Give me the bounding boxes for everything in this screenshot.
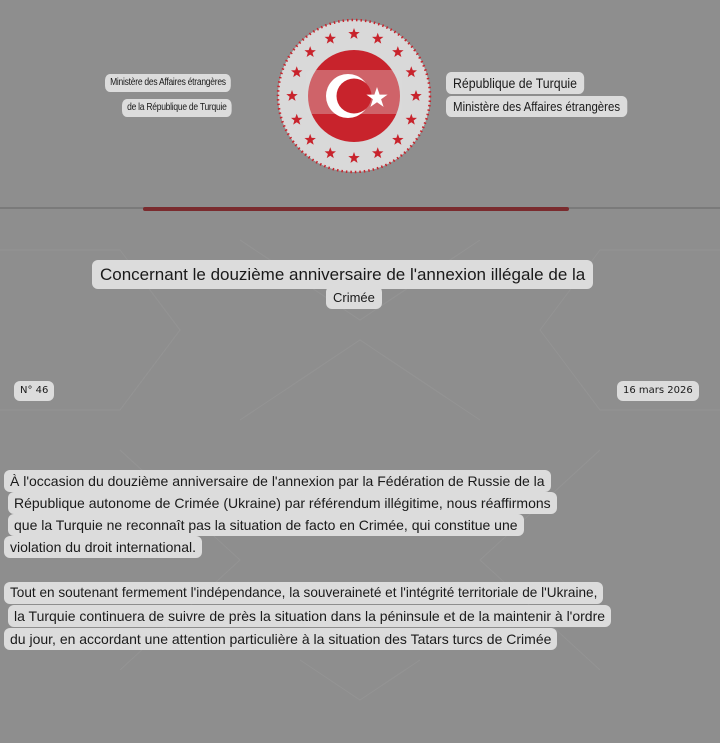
paragraph1-line: que la Turquie ne reconnaît pas la situation de facto en Crimée, qui constitue une <box>8 514 524 536</box>
turkish-mfa-emblem-icon <box>276 18 432 174</box>
document-date: 16 mars 2026 <box>617 381 699 401</box>
paragraph2-line: du jour, en accordant une attention particulière à la situation des Tatars turcs de Crimée <box>4 628 557 650</box>
paragraph1-line: République autonome de Crimée (Ukraine) par référendum illégitime, nous réaffirmons <box>8 492 557 514</box>
header-right-line1: République de Turquie <box>446 72 584 94</box>
paragraph2-line: Tout en soutenant fermement l'indépendance, la souveraineté et l'intégrité territoriale de l'Ukraine, <box>4 582 603 604</box>
paragraph1-line: violation du droit international. <box>4 536 202 558</box>
reference-number: N° 46 <box>14 381 54 401</box>
header-left-line1: Ministère des Affaires étrangères <box>105 74 231 92</box>
paragraph1-line: À l'occasion du douzième anniversaire de l'annexion par la Fédération de Russie de la <box>4 470 551 492</box>
header-right-line2: Ministère des Affaires étrangères <box>446 96 627 117</box>
paragraph2-line: la Turquie continuera de suivre de près la situation dans la péninsule et de la maintenir à l'ordre <box>8 605 611 627</box>
title-line2: Crimée <box>326 286 382 309</box>
header-left-line2: de la République de Turquie <box>122 99 232 117</box>
red-divider <box>143 207 569 211</box>
title-line1: Concernant le douzième anniversaire de l'annexion illégale de la <box>92 260 593 289</box>
